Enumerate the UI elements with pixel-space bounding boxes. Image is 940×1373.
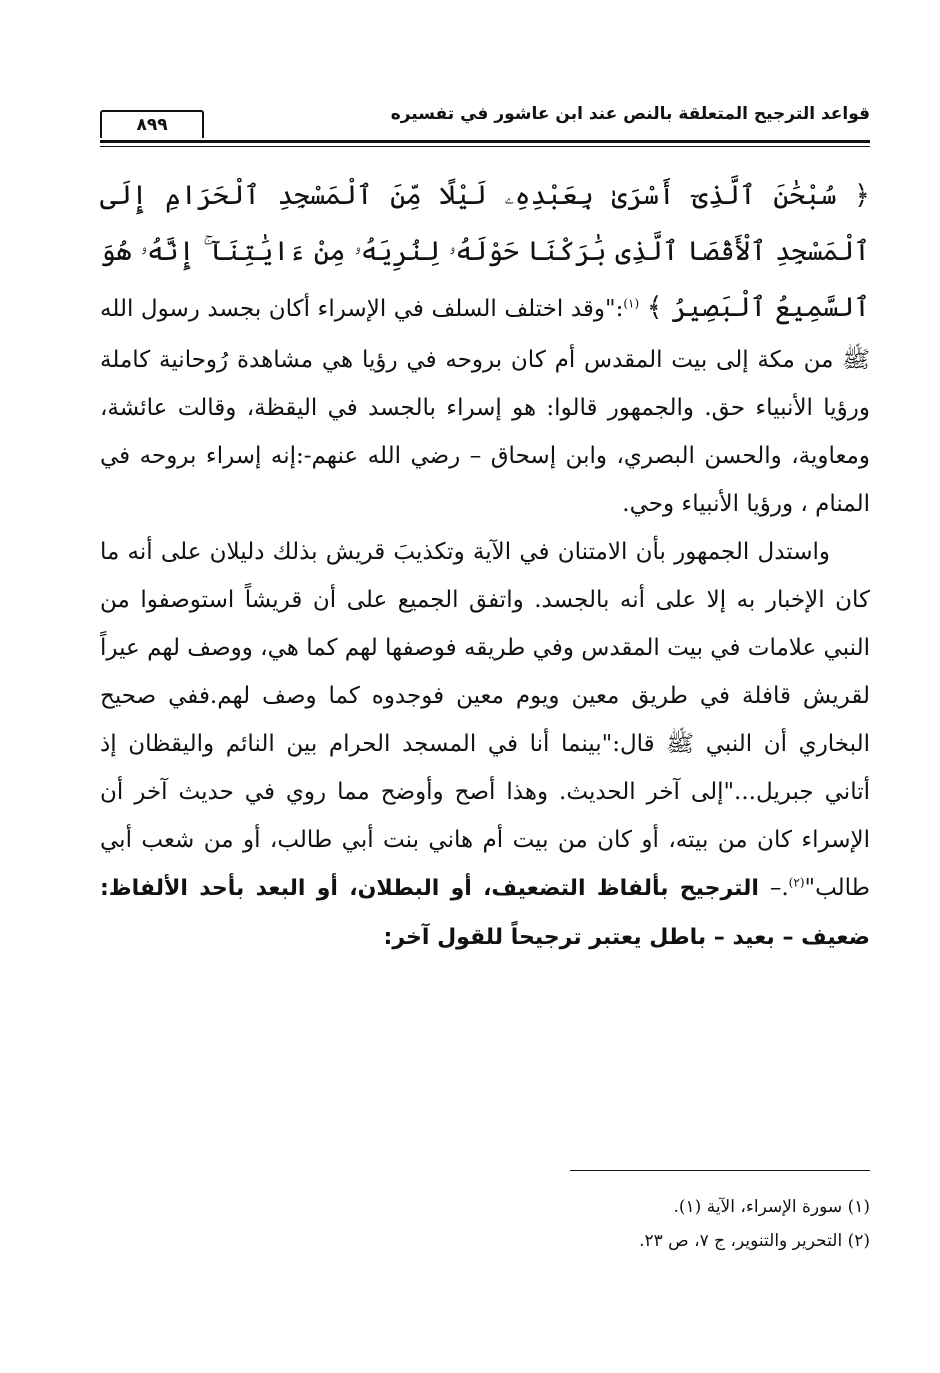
paragraph-2 — [100, 528, 870, 962]
main-text — [100, 168, 870, 962]
paragraph-1: :"وقد اختلف السلف في الإسراء أكان بجسد رسول الله ﷺ من مكة إلى بيت المقدس أم كان بروحه في رؤيا هي مشاهدة رُوحانية كاملة ورؤيا الأنبياء حق. والجمهور قالوا: هو إسراء بالجسد في اليقظة، وقالت عائشة، ومعاوية، والحسن البصري، وابن إسحاق – رضي الله عنهم-:إنه إسراء بروحه في المنام ، ورؤيا الأنبياء وحي. — [100, 296, 870, 517]
footnote-2: (٢) التحرير والتنوير، ج ٧، ص ٢٣. — [639, 1231, 870, 1251]
page-number: ٨٩٩ — [100, 110, 204, 138]
header-title: قواعد الترجيح المتعلقة بالنص عند ابن عاشور في تفسيره — [390, 104, 870, 124]
header-rule-thin — [100, 146, 870, 147]
footnote-ref-1: (١) — [623, 296, 640, 311]
header-rule-thick — [100, 140, 870, 143]
section-heading: الترجيح بألفاظ التضعيف، أو البطلان، أو البعد بأحد الألفاظ: ضعيف – بعيد – باطل يعتبر ترجيحاً للقول آخر: — [100, 876, 870, 950]
quran-verse: ﴿ سُبْحَٰنَ ٱلَّذِىٓ أَسْرَىٰ بِعَبْدِهِۦ لَيْلًا مِّنَ ٱلْمَسْجِدِ ٱلْحَرَامِ إِلَى ٱلْمَسْجِدِ ٱلْأَقْصَا ٱلَّذِى بَٰرَكْنَا حَوْلَهُۥ لِنُرِيَهُۥ مِنْ ءَايَٰتِنَآ ۚ إِنَّهُۥ هُوَ ٱلسَّمِيعُ ٱلْبَصِيرُ ﴾ — [100, 180, 870, 323]
paragraph-2-end: .– — [769, 875, 789, 901]
footnote-separator — [570, 1170, 870, 1171]
footnote-1: (١) سورة الإسراء، الآية (١). — [673, 1197, 870, 1217]
footnote-ref-2: (٢) — [788, 875, 805, 890]
paragraph-2-text: واستدل الجمهور بأن الامتنان في الآية وتكذيبَ قريش بذلك دليلان على أنه ما كان الإخبار به إلا على أنه بالجسد. واتفق الجميع على أن قريشاً استوصفوا من النبي علامات في بيت المقدس وفي طريقه فوصفها لهم كما هي، ووصف لهم عيراً لقريش قافلة في طريق معين ويوم معين فوجدوه كما وصف لهم.ففي صحيح البخاري أن النبي ﷺ قال:"بينما أنا في المسجد الحرام بين النائم واليقظان إذ أتاني جبريل..."إلى آخر الحديث. وهذا أصح وأوضح مما روي في حديث آخر أن الإسراء كان من بيته، أو كان من بيت أم هاني بنت أبي طالب، أو من شعب أبي طالب" — [100, 539, 870, 901]
footnotes — [100, 1190, 870, 1258]
